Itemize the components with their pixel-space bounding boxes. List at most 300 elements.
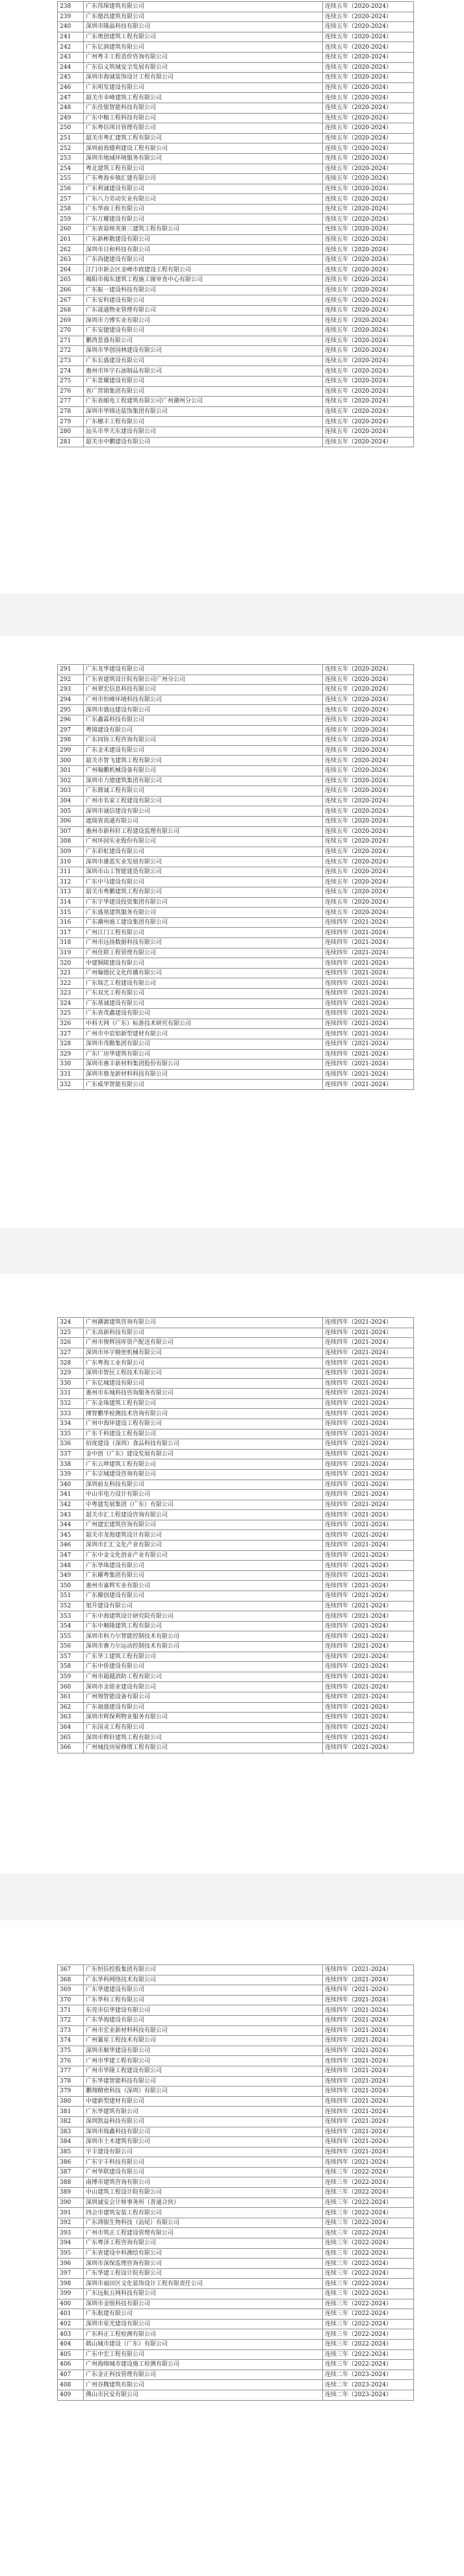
honor-status: 连续四年（2021-2024） [323,2157,414,2168]
honor-status: 连续五年（2020-2024） [323,406,414,417]
table-row [58,2147,414,2157]
page-2 [0,636,464,1228]
honor-status: 连续四年（2021-2024） [323,1995,414,2005]
table-row [58,1069,414,1080]
company-name: 广东亿城建设有限公司 [84,1378,323,1389]
honor-status: 连续五年（2020-2024） [323,826,414,837]
honor-status: 连续五年（2020-2024） [323,685,414,695]
table-row [58,2360,414,2370]
row-number: 301 [58,765,84,776]
row-number: 312 [58,877,84,887]
company-name: 广东宇丰科技有限公司 [84,2157,323,2168]
row-number: 391 [58,2208,84,2218]
table-row [58,1500,414,1510]
table-row [58,826,414,837]
company-name: 深圳市日和科技有限公司 [84,245,323,255]
row-number: 315 [58,908,84,918]
row-number: 302 [58,776,84,786]
honor-status: 连续四年（2021-2024） [323,1398,414,1409]
row-number: 262 [58,245,84,255]
table-row [58,194,414,204]
honor-status: 连续四年（2021-2024） [323,1449,414,1459]
company-name: 广东华科网络技术有限公司 [84,1975,323,1985]
honor-status: 连续四年（2021-2024） [323,998,414,1009]
company-name: 广东亿润建筑有限公司 [84,42,323,53]
honor-status: 连续五年（2020-2024） [323,417,414,427]
company-name: 广东晟通物业管理有限公司 [84,305,323,316]
table-row [58,928,414,938]
honor-status: 连续四年（2021-2024） [323,1713,414,1723]
honor-status: 连续四年（2021-2024） [323,1561,414,1571]
honor-status: 连续五年（2020-2024） [323,857,414,867]
table-row [58,2299,414,2309]
honor-status: 连续五年（2020-2024） [323,254,414,265]
honor-status: 连续五年（2020-2024） [323,887,414,898]
table-row [58,998,414,1009]
company-name: 广东奥创建筑工程有限公司 [84,32,323,42]
honor-status: 连续四年（2021-2024） [323,1480,414,1490]
table-row [58,1995,414,2005]
table-row [58,765,414,776]
company-name: 广东云坤建筑工程有限公司 [84,1459,323,1470]
honor-status: 连续四年（2021-2024） [323,1459,414,1470]
company-name: 惠州市东城科技咨询服务有限公司 [84,1389,323,1399]
table-row [58,42,414,53]
company-name: 广东双光工程有限公司 [84,989,323,999]
row-number: 395 [58,2248,84,2259]
table-row [58,867,414,877]
company-name: 广东宇华建设投资集团有限公司 [84,897,323,908]
table-row [58,62,414,73]
company-name: 旭升建设有限公司 [84,1601,323,1611]
row-number: 268 [58,305,84,316]
honor-status: 连续三年（2022-2024） [323,2268,414,2279]
row-number: 324 [58,1318,84,1328]
honor-status: 连续四年（2021-2024） [323,1682,414,1692]
row-number: 325 [58,1009,84,1019]
company-name: 广东省茹师英第三建筑工程有限公司 [84,225,323,235]
honor-status: 连续四年（2021-2024） [323,2116,414,2127]
page-gap [0,1874,464,1920]
table-row [58,786,414,797]
row-number: 279 [58,417,84,427]
page-gap [0,1228,464,1274]
row-number: 359 [58,1672,84,1682]
table-row [58,1368,414,1378]
table-row [58,745,414,756]
company-name: 广东景耀建设有限公司 [84,376,323,386]
honor-status: 连续四年（2021-2024） [323,1611,414,1622]
row-number: 335 [58,1429,84,1439]
table-row [58,386,414,397]
honor-status: 连续四年（2021-2024） [323,917,414,928]
honor-status: 连续五年（2020-2024） [323,366,414,377]
company-name: 深圳诚安会计师事务所（普通合伙） [84,2198,323,2208]
honor-status: 连续三年（2022-2024） [323,2188,414,2198]
company-name: 广东伟琛建筑有限公司 [84,2,323,12]
row-number: 342 [58,1500,84,1510]
table-row [58,725,414,736]
honor-status: 连续三年（2022-2024） [323,2360,414,2370]
company-name: 广州潮源建筑咨询有限公司 [84,1318,323,1328]
row-number: 273 [58,356,84,366]
honor-status: 连续五年（2020-2024） [323,316,414,326]
table-row [58,2198,414,2208]
company-name: 广东中海建筑设计研究院有限公司 [84,1611,323,1622]
row-number: 365 [58,1733,84,1743]
company-name: 省广营销集团有限公司 [84,386,323,397]
company-name: 广东中宏工程有限公司 [84,2349,323,2360]
table-row [58,2087,414,2097]
row-number: 265 [58,275,84,286]
honor-status: 连续五年（2020-2024） [323,665,414,675]
honor-status: 连续二年（2023-2024） [323,2370,414,2380]
row-number: 243 [58,52,84,62]
row-number: 330 [58,1378,84,1389]
table-row [58,1631,414,1642]
row-number: 344 [58,1520,84,1530]
table-row [58,989,414,999]
table-row [58,2188,414,2198]
row-number: 250 [58,123,84,134]
row-number: 305 [58,806,84,817]
row-number: 362 [58,1702,84,1713]
company-name: 东莞市信华建设有限公司 [84,2005,323,2016]
honor-status: 连续五年（2020-2024） [323,93,414,103]
table-row [58,1520,414,1530]
row-number: 385 [58,2147,84,2157]
honor-status: 连续五年（2020-2024） [323,756,414,766]
company-name: 深圳前友科技有限公司 [84,1480,323,1490]
company-name: 广东瑞艺工程建设有限公司 [84,978,323,989]
honor-status: 连续三年（2022-2024） [323,2177,414,2188]
table-row [58,1530,414,1541]
row-number: 248 [58,103,84,113]
company-name: 深圳市金铭业建设有限公司 [84,1682,323,1692]
company-name: 韶关市中鹏建设有限公司 [84,437,323,447]
company-name: 广东振一建设科技有限公司 [84,285,323,295]
row-number: 401 [58,2309,84,2320]
company-name: 广东省建设中科测绘有限公司 [84,2248,323,2259]
row-number: 366 [58,1742,84,1753]
honor-status: 连续五年（2020-2024） [323,675,414,685]
table-row [58,1009,414,1019]
row-number: 396 [58,2259,84,2269]
company-name: 揭阳市揭东建筑工程施工图审查中心有限公司 [84,275,323,286]
row-number: 350 [58,1581,84,1591]
honor-status: 连续三年（2022-2024） [323,2238,414,2249]
table-row [58,1348,414,1358]
table-row [58,816,414,826]
honor-status: 连续四年（2021-2024） [323,1378,414,1389]
company-name: 广州市华隆工程建设有限公司 [84,2066,323,2076]
table-row [58,685,414,695]
row-number: 240 [58,22,84,32]
honor-status: 连续四年（2021-2024） [323,2066,414,2076]
table-row [58,887,414,898]
honor-status: 连续四年（2021-2024） [323,2015,414,2025]
table-row [58,2248,414,2259]
honor-status: 连续三年（2022-2024） [323,2218,414,2228]
company-name: 广东中金文化创业产业有限公司 [84,1550,323,1561]
honor-status: 连续五年（2020-2024） [323,42,414,53]
company-name: 中建新型建材有限公司 [84,2096,323,2107]
honor-status: 连续五年（2020-2024） [323,397,414,407]
table-row [58,2137,414,2148]
honor-status: 连续四年（2021-2024） [323,1631,414,1642]
honor-status: 连续五年（2020-2024） [323,376,414,386]
company-name: 鹏湾景盛有限公司 [84,336,323,346]
company-name: 广东彩虹建设有限公司 [84,847,323,857]
company-name: 广东耀粤集团有限公司 [84,1570,323,1581]
row-number: 270 [58,326,84,336]
table-row [58,234,414,245]
honor-status: 连续三年（2022-2024） [323,2248,414,2259]
company-name: 深圳市环宇精密机械有限公司 [84,1348,323,1358]
table-row [58,254,414,265]
honor-status: 连续四年（2021-2024） [323,1328,414,1338]
company-name: 广东基诚建设有限公司 [84,998,323,1009]
honor-status: 连续四年（2021-2024） [323,2137,414,2148]
row-number: 267 [58,295,84,306]
table-row [58,1398,414,1409]
company-name: 广州市远扬数据科技有限公司 [84,938,323,948]
table-row [58,346,414,356]
table-row [58,316,414,326]
honor-status: 连续四年（2021-2024） [323,958,414,969]
table-row [58,1019,414,1029]
row-number: 392 [58,2218,84,2228]
row-number: 330 [58,1059,84,1070]
table-row [58,1965,414,1975]
company-name: 四会市建筑安装工程有限公司 [84,2208,323,2218]
company-name: 广州环园实业股份有限公司 [84,837,323,847]
row-number: 367 [58,1965,84,1975]
row-number: 358 [58,1662,84,1672]
honor-status: 连续四年（2021-2024） [323,2107,414,2117]
honor-status: 连续五年（2020-2024） [323,816,414,826]
company-name: 广东华珠建设有限公司 [84,1561,323,1571]
honor-status: 连续五年（2020-2024） [323,745,414,756]
table-row [58,2167,414,2177]
row-number: 363 [58,1713,84,1723]
table-row [58,2268,414,2279]
honor-status: 连续四年（2021-2024） [323,1642,414,1652]
honor-status: 连续五年（2020-2024） [323,225,414,235]
company-name: 深圳前海德利建设工程有限公司 [84,143,323,154]
honor-status: 连续五年（2020-2024） [323,725,414,736]
table-row [58,113,414,123]
table-row [58,2025,414,2036]
honor-status: 连续四年（2021-2024） [323,1348,414,1358]
company-name: 广东利诚建设有限公司 [84,184,323,194]
table-row [58,93,414,103]
honor-status: 连续四年（2021-2024） [323,1520,414,1530]
row-number: 356 [58,1642,84,1652]
company-name: 深圳市汇汇文化产业有限公司 [84,1541,323,1551]
company-name: 广东华科工程有限公司 [84,1995,323,2005]
company-name: 深圳凯益科技有限公司 [84,2116,323,2127]
row-number: 313 [58,887,84,898]
honor-status: 连续四年（2021-2024） [323,928,414,938]
row-number: 281 [58,437,84,447]
company-name: 广州翔智能设备有限公司 [84,1692,323,1702]
company-name: 广东恒信控股集团有限公司 [84,1965,323,1975]
row-number: 323 [58,989,84,999]
company-name: 广州建宏建筑咨询有限公司 [84,1520,323,1530]
company-name: 广东威华智能有限公司 [84,1080,323,1090]
company-name: 广东万耀建设有限公司 [84,214,323,225]
row-number: 271 [58,336,84,346]
table-row [58,225,414,235]
company-name: 广东华商工程有限公司 [84,204,323,214]
company-name: 广东穗丰工程有限公司 [84,417,323,427]
company-name: 深圳市顺华建设有限公司 [84,2046,323,2056]
row-number: 326 [58,1338,84,1348]
table-row [58,437,414,447]
table-row [58,847,414,857]
row-number: 327 [58,1029,84,1039]
table-row [58,1722,414,1733]
table-row [58,2177,414,2188]
company-name: 深圳市智民工程技术有限公司 [84,1368,323,1378]
company-name: 粤锦建设有限公司 [84,725,323,736]
row-number: 258 [58,204,84,214]
table-row [58,2005,414,2016]
honor-status: 连续五年（2020-2024） [323,776,414,786]
company-name: 广东金禾建设有限公司 [84,745,323,756]
row-number: 295 [58,705,84,715]
row-number: 259 [58,214,84,225]
honor-status: 连续四年（2021-2024） [323,948,414,958]
honor-status: 连续五年（2020-2024） [323,2,414,12]
honor-status: 连续三年（2022-2024） [323,2339,414,2349]
row-number: 393 [58,2228,84,2238]
honor-status: 连续四年（2021-2024） [323,2005,414,2016]
company-name: 广东安科建设有限公司 [84,295,323,306]
table-row [58,1985,414,1996]
company-name: 惠州市嘉辉实业有限公司 [84,1581,323,1591]
row-number: 334 [58,1418,84,1429]
honor-status: 连续四年（2021-2024） [323,2127,414,2137]
company-name: 广东同协工程咨询有限公司 [84,736,323,746]
honor-status: 连续三年（2022-2024） [323,2329,414,2340]
table-row [58,1742,414,1753]
table-row [58,1029,414,1039]
row-number: 320 [58,958,84,969]
row-number: 317 [58,928,84,938]
table-row [58,2238,414,2249]
company-name: 宇丰建设有限公司 [84,2147,323,2157]
row-number: 319 [58,948,84,958]
row-number: 333 [58,1409,84,1419]
company-name: 深圳市地域环境服务有限公司 [84,153,323,164]
page-1 [0,0,464,593]
table-row [58,2390,414,2400]
honor-status: 连续四年（2021-2024） [323,1581,414,1591]
honor-status: 连续三年（2022-2024） [323,2279,414,2289]
table-row [58,1652,414,1662]
table-row [58,366,414,377]
company-name: 汕头市华天东建设有限公司 [84,427,323,437]
company-name: 深圳市盛远建设有限公司 [84,705,323,715]
table-row [58,336,414,346]
honor-status: 连续五年（2020-2024） [323,806,414,817]
row-number: 389 [58,2188,84,2198]
honor-status: 连续五年（2020-2024） [323,695,414,705]
table-row [58,978,414,989]
table-row [58,143,414,154]
table-row [58,1550,414,1561]
honor-status: 连续五年（2020-2024） [323,133,414,143]
table-row [58,1692,414,1702]
row-number: 296 [58,715,84,725]
company-name: 深圳市力博实业有限公司 [84,316,323,326]
company-name: 广东德昌建筑有限公司 [84,12,323,22]
row-number: 329 [58,1368,84,1378]
table-row [58,285,414,295]
row-number: 260 [58,225,84,235]
company-name: 深圳市茂勤集团有限公司 [84,1039,323,1049]
company-name: 韶关市智飞建筑工程有限公司 [84,756,323,766]
company-name: 广州市超越消防工程有限公司 [84,1672,323,1682]
company-name: 韶关市汇工程建设咨询有限公司 [84,1510,323,1520]
honor-status: 连续五年（2020-2024） [323,62,414,73]
honor-status: 连续四年（2021-2024） [323,1368,414,1378]
row-number: 374 [58,2036,84,2046]
table-row [58,2056,414,2066]
honor-status: 连续五年（2020-2024） [323,786,414,797]
honor-status: 连续四年（2021-2024） [323,1318,414,1328]
honor-status: 连续四年（2021-2024） [323,1591,414,1602]
row-number: 254 [58,164,84,174]
table-row [58,1059,414,1070]
row-number: 368 [58,1975,84,1985]
row-number: 349 [58,1570,84,1581]
row-number: 326 [58,1019,84,1029]
row-number: 405 [58,2349,84,2360]
table-row [58,2309,414,2320]
table-row [58,1642,414,1652]
company-name: 广东宗城建设咨询有限公司 [84,1469,323,1480]
table-row [58,153,414,164]
honor-status: 连续四年（2021-2024） [323,2056,414,2066]
company-name: 广州市中宸铝新型建材有限公司 [84,1029,323,1039]
table-row [58,22,414,32]
row-number: 381 [58,2107,84,2117]
company-name: 广东中粮工程科技有限公司 [84,113,323,123]
table-row [58,1581,414,1591]
honor-status: 连续四年（2021-2024） [323,1985,414,1996]
row-number: 261 [58,234,84,245]
honor-status: 连续五年（2020-2024） [323,52,414,62]
row-number: 332 [58,1398,84,1409]
table-row [58,1409,414,1419]
row-number: 398 [58,2279,84,2289]
honor-status: 连续四年（2021-2024） [323,978,414,989]
company-name: 广东远航五网科技有限公司 [84,2289,323,2299]
table-row [58,12,414,22]
honor-status: 连续四年（2021-2024） [323,1742,414,1753]
registry-table-1 [57,1,414,447]
company-name: 广东安捷建设有限公司 [84,326,323,336]
table-row [58,715,414,725]
honor-status: 连续四年（2021-2024） [323,1510,414,1520]
table-row [58,2228,414,2238]
row-number: 310 [58,857,84,867]
table-row [58,2116,414,2127]
company-name: 深圳市海诚装饰设计工程有限公司 [84,73,323,83]
